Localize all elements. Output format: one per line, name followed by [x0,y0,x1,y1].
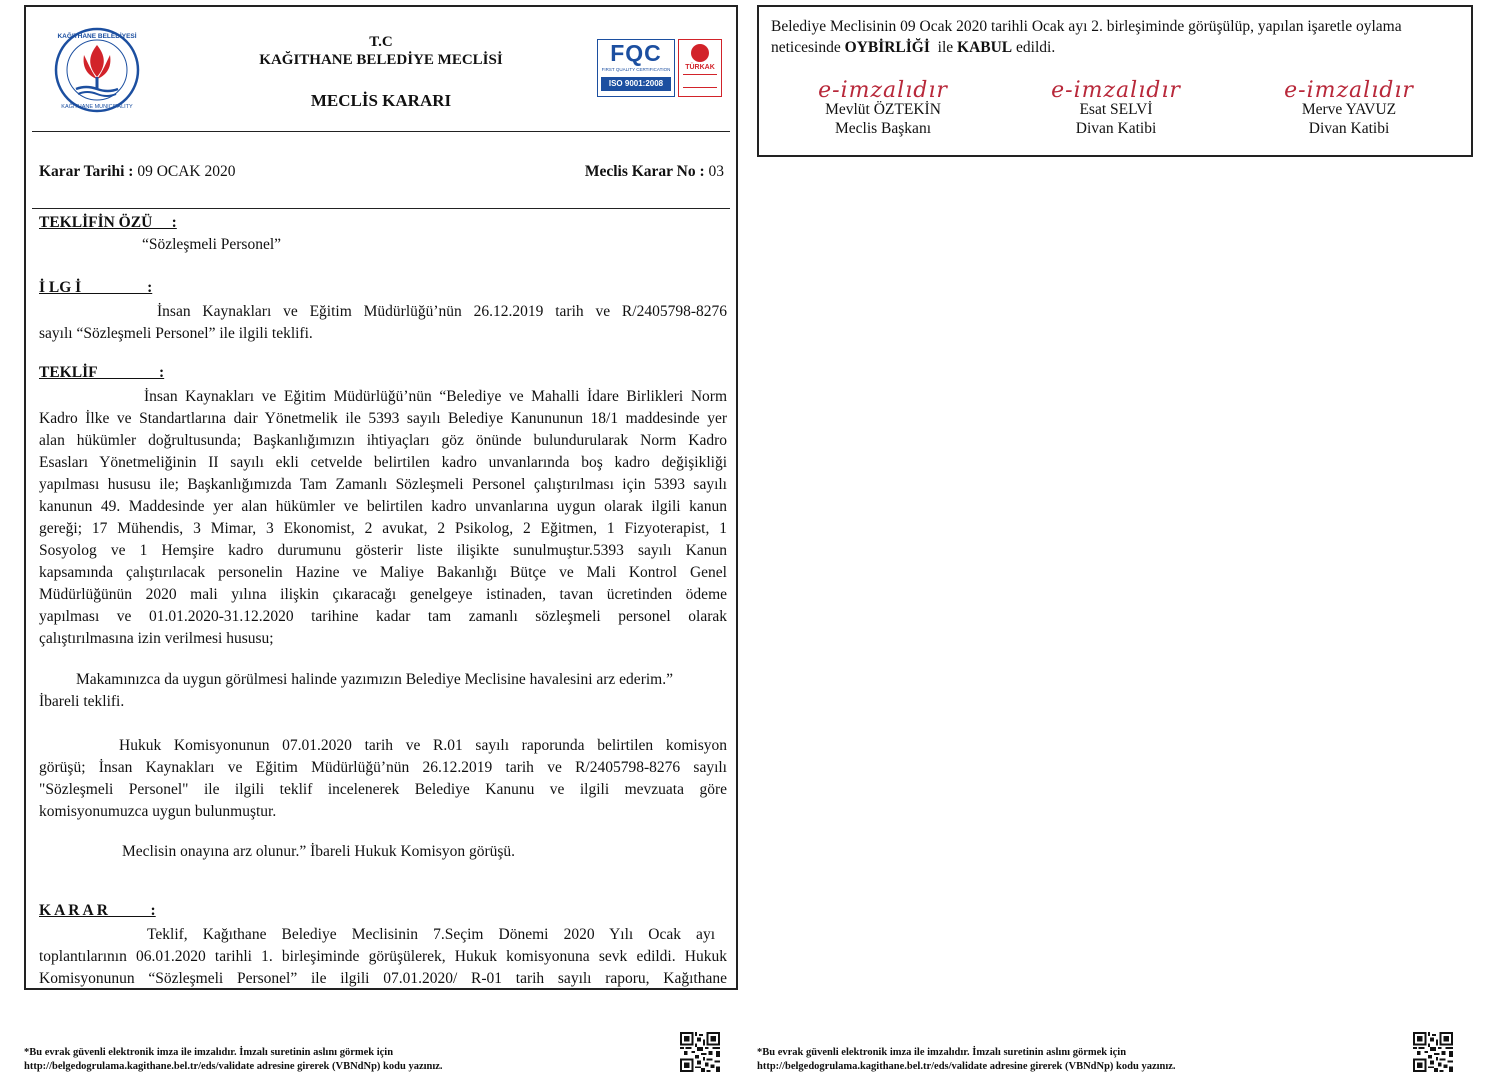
signer-role: Divan Katibi [1308,120,1390,137]
decision-no-label: Meclis Karar No : 03 [584,163,724,180]
e-signature-stamp: e-imzalıdır [818,78,948,103]
teklif-heading: TEKLİF : [39,364,165,381]
approval-line-2: neticesinde OYBİRLİĞİ ile KABUL edildi. [771,39,1056,56]
turkak-text: TÜRKAK [685,64,715,71]
footer-right [757,1046,1176,1074]
approval-box [757,5,1473,157]
qr-code-icon[interactable] [680,1032,720,1072]
makam-line: Makamınızca da uygun görülmesi halinde yazımızın Belediye Meclisine havalesini arz ederim.” [76,671,673,688]
meta-divider [32,208,730,209]
date-value: 09 OCAK 2020 [137,163,236,180]
ilgi-text-line2: sayılı “Sözleşmeli Personel” ile ilgili teklifi. [39,325,313,342]
ilgi-heading: İ LG İ : [39,279,153,296]
ozu-heading: TEKLİFİN ÖZÜ : [39,214,177,231]
teklif-line: gereği; 17 Mühendis, 3 Mimar, 3 Ekonomist, 2 avukat, 2 Psikolog, 2 Eğitmen, 1 Fizyoterapist, 1 [39,520,727,537]
makam-line: İbareli teklifi. [39,693,125,710]
makam-text [39,669,727,713]
approval-line-1: Belediye Meclisinin 09 Ocak 2020 tarihli Ocak ayı 2. birleşiminde görüşülüp, yapılan işaretle oylama [771,18,1402,35]
teklif-line: kapsamında çalıştırılacak personelin Hazine ve Maliye Bakanlığı Bütçe ve Mali Kontrol Genel [39,564,727,581]
fqc-sub-text: FIRST QUALITY CERTIFICATION [601,67,671,72]
logo-bottom-text: KAĞITHANE MUNICIPALITY [61,104,133,110]
date-label: Karar Tarihi : 09 OCAK 2020 [39,163,236,180]
footer-note: *Bu evrak güvenli elektronik imza ile imzalıdır. İmzalı suretinin aslını görmek için [757,1047,1127,1058]
signer-2 [1031,78,1201,138]
teklif-line: Kadro İlke ve Standartlarına dair Yönetmelik ile 5393 sayılı Belediye Kanununun 18/1 maddesinde yer [39,410,727,427]
karar-line: Teklif, Kağıthane Belediye Meclisinin 7.Seçim Dönemi 2020 Yılı Ocak ayı [147,926,715,943]
decision-document [24,5,738,990]
turkak-seal-icon [691,44,709,62]
signer-name: Mevlüt ÖZTEKİN [825,101,941,118]
header-tc: T.C [369,34,393,50]
turkak-lines [683,74,717,88]
teklif-line: Esasları Yönetmeliğinin II sayılı ekli cetvelde belirtilen kadro unvanlarında boş kadro değişikliği [39,454,727,471]
hukuk-line: görüşü; İnsan Kaynakları ve Eğitim Müdürlüğü’nün 26.12.2019 tarih ve R/2405798-8276 sayılı [39,759,727,776]
footer-validation-link[interactable]: http://belgedogrulama.kagithane.bel.tr/eds/validate adresine girerek (VBNdNp) kodu yazınız. [757,1061,1176,1072]
teklif-line: yapılması ve 01.01.2020-31.12.2020 tarihine kadar tam zamanlı sözleşmeli personel olarak [39,608,727,625]
municipality-logo [54,27,140,113]
teklif-line: çalıştırılmasına izin verilmesi hususu; [39,630,274,647]
karar-text [39,924,727,990]
approval-text [771,16,1463,58]
signer-1 [798,78,968,138]
fqc-iso-text: ISO 9001:2008 [601,77,671,91]
fqc-logo-text: FQC [610,40,662,66]
e-signature-stamp: e-imzalıdır [1051,78,1181,103]
karar-line: Komisyonunun “Sözleşmeli Personel” ile ilgili 07.01.2020/ R-01 tarih sayılı raporu, Kağıthane [39,970,727,987]
karar-heading: K A R A R : [39,902,156,919]
hukuk-line: "Sözleşmeli Personel" ile ilgili teklif incelenerek Belediye Kanunu ve ilgili mevzuata göre [39,781,727,798]
signer-name: Esat SELVİ [1079,101,1153,118]
teklif-line: İnsan Kaynakları ve Eğitim Müdürlüğü’nün “Belediye ve Mahalli İdare Birlikleri Norm [144,388,727,405]
teklif-line: kanunun 49. Maddesinde yer alan hükümler ve belirtilen kadro unvanlarına uygun olarak ilgili kanun [39,498,727,515]
hukuk-text [39,735,727,823]
ozu-text: “Sözleşmeli Personel” [142,236,282,253]
karar-line: toplantılarının 06.01.2020 tarihli 1. birleşiminde görüşülerek, Hukuk komisyonuna sevk edildi. Hukuk [39,948,727,965]
footer-note: *Bu evrak güvenli elektronik imza ile imzalıdır. İmzalı suretinin aslını görmek için [24,1047,394,1058]
teklif-text [39,386,727,650]
signer-name: Merve YAVUZ [1301,101,1397,118]
qr-code-icon[interactable] [1413,1032,1453,1072]
header-divider [32,131,730,132]
turkak-cert-badge [678,39,722,97]
hukuk-line: Hukuk Komisyonunun 07.01.2020 tarih ve R.01 sayılı raporunda belirtilen komisyon [119,737,727,754]
logo-top-text: KAĞITHANE BELEDİYESİ [57,33,137,40]
onay-text: Meclisin onayına arz olunur.” İbareli Hukuk Komisyon görüşü. [122,843,516,860]
header-council: KAĞITHANE BELEDİYE MECLİSİ [259,52,503,68]
fqc-cert-badge [597,39,675,97]
hukuk-line: komisyonumuzca uygun bulunmuştur. [39,803,277,820]
decision-no-value: 03 [708,163,724,180]
footer-left [24,1046,443,1074]
e-signature-stamp: e-imzalıdır [1284,78,1414,103]
ilgi-text-line1: İnsan Kaynakları ve Eğitim Müdürlüğü’nün 26.12.2019 tarih ve R/2405798-8276 [157,303,727,320]
page-title: MECLİS KARARI [310,91,452,110]
teklif-line: Müdürlüğünün 2020 mali yılına ilişkin çıkaracağı genelgeye istinaden, tavan ücretinden ödeme [39,586,727,603]
teklif-line: yapılması hususu ile; Başkanlığımızda Tam Zamanlı Sözleşmeli Personel çalıştırılması için 5393 sayılı [39,476,727,493]
signer-3 [1264,78,1434,138]
unanimous-text: OYBİRLİĞİ [844,39,930,56]
accepted-text: KABUL [957,39,1013,56]
teklif-line: alan hükümler doğrultusunda; Başkanlığımızın ihtiyaçları göz önünde bulundurularak Norm Kadro [39,432,727,449]
signer-role: Divan Katibi [1075,120,1157,137]
footer-validation-link[interactable]: http://belgedogrulama.kagithane.bel.tr/eds/validate adresine girerek (VBNdNp) kodu yazınız. [24,1061,443,1072]
signer-role: Meclis Başkanı [835,120,931,137]
teklif-line: Sosyolog ve 1 Hemşire kadro durumunu gösterir liste ilişikte sunulmuştur.5393 sayılı Kanun [39,542,727,559]
